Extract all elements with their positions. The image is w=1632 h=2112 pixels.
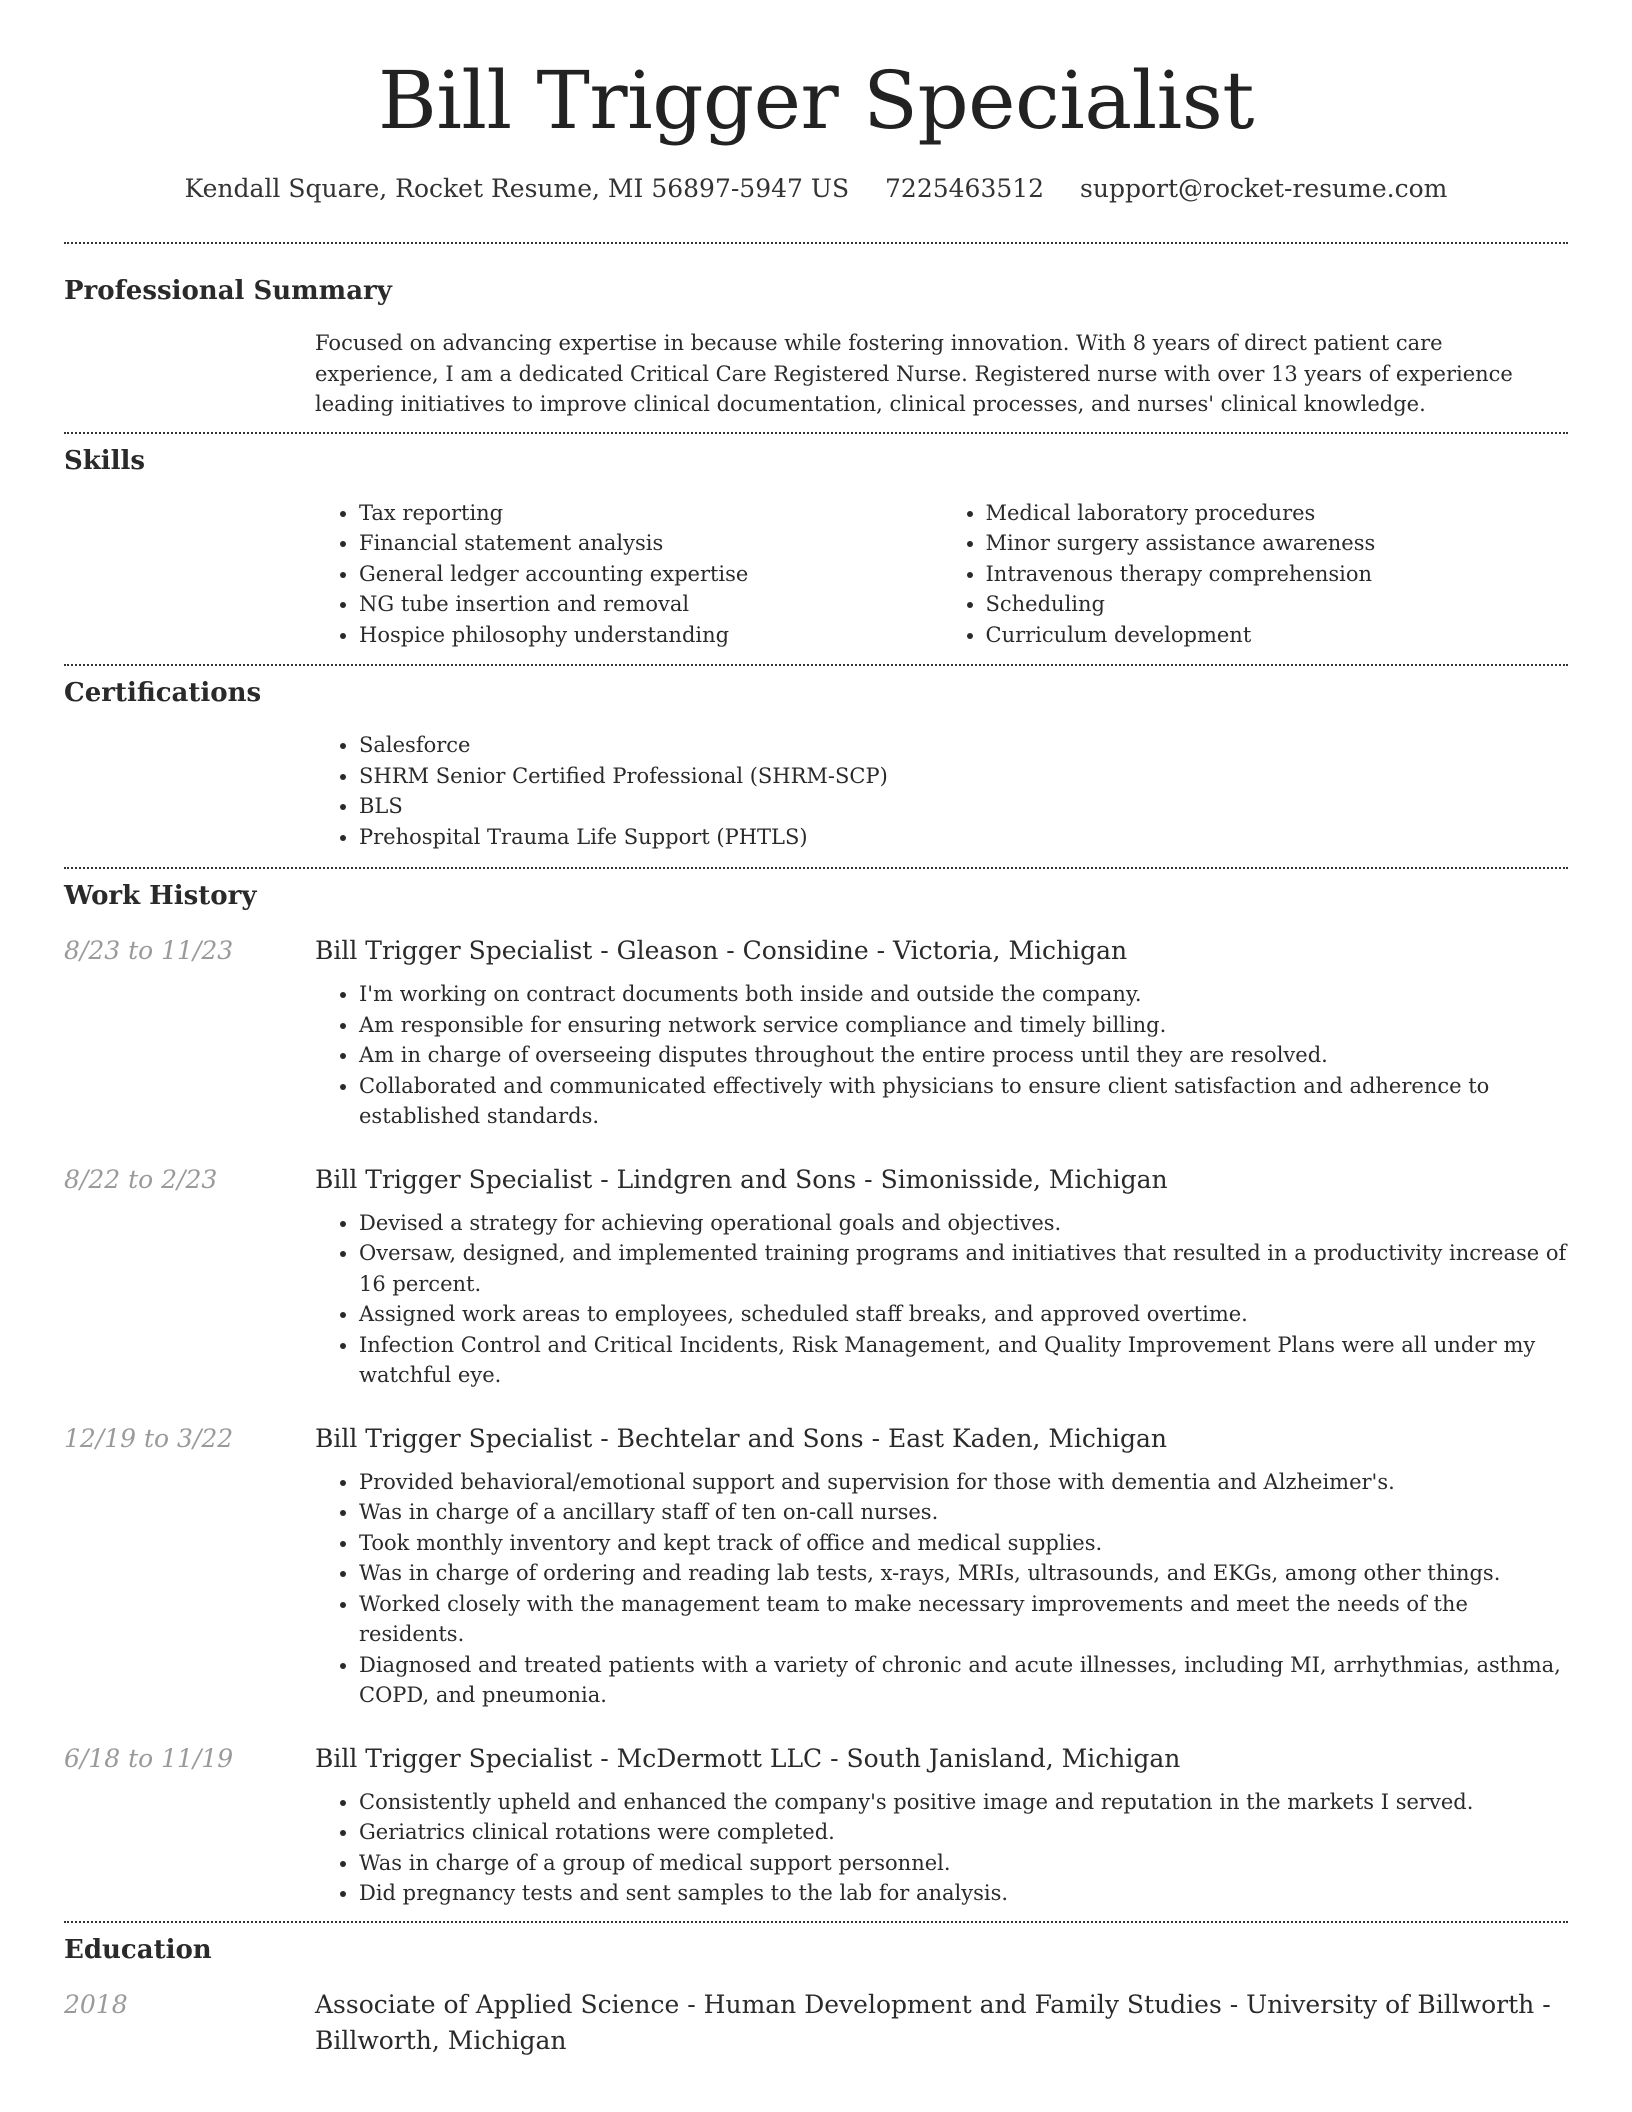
job-bullet: • Geriatrics clinical rotations were completed. bbox=[359, 1817, 1568, 1848]
skill-item: • General ledger accounting expertise bbox=[359, 559, 942, 590]
skill-item: • Tax reporting bbox=[359, 498, 942, 529]
job-bullets bbox=[315, 979, 1568, 1132]
job-bullets bbox=[315, 1787, 1568, 1909]
job-bullet: • Was in charge of a group of medical support personnel. bbox=[359, 1848, 1568, 1879]
job-bullet: • Diagnosed and treated patients with a variety of chronic and acute illnesses, including MI, arrhythmias, asthma, COPD, and pneumonia. bbox=[359, 1650, 1568, 1711]
job-bullet: • Assigned work areas to employees, scheduled staff breaks, and approved overtime. bbox=[359, 1299, 1568, 1330]
job-bullet: • I'm working on contract documents both inside and outside the company. bbox=[359, 979, 1568, 1010]
job-date: 6/18 to 11/19 bbox=[64, 1743, 234, 1773]
skill-item: • Curriculum development bbox=[986, 620, 1569, 651]
section-divider bbox=[64, 432, 1568, 434]
skill-item: • Scheduling bbox=[986, 589, 1569, 620]
job-bullet: • Collaborated and communicated effectively with physicians to ensure client satisfaction and adherence to established standards. bbox=[359, 1071, 1568, 1132]
job-entry bbox=[64, 1741, 1568, 1909]
job-entry bbox=[64, 933, 1568, 1132]
job-bullet: • Provided behavioral/emotional support and supervision for those with dementia and Alzheimer's. bbox=[359, 1467, 1568, 1498]
certification-item: • BLS bbox=[359, 791, 1568, 822]
skill-item: • Medical laboratory procedures bbox=[986, 498, 1569, 529]
skill-item: • Minor surgery assistance awareness bbox=[986, 528, 1569, 559]
job-bullet: • Worked closely with the management team to make necessary improvements and meet the needs of the residents. bbox=[359, 1589, 1568, 1650]
skills-list bbox=[315, 498, 1568, 651]
job-title: Bill Trigger Specialist - Gleason - Considine - Victoria, Michigan bbox=[315, 936, 1128, 965]
contact-address: Kendall Square, Rocket Resume, MI 56897-5947 US bbox=[184, 174, 850, 203]
job-date: 8/22 to 2/23 bbox=[64, 1164, 218, 1194]
job-title: Bill Trigger Specialist - Bechtelar and Sons - East Kaden, Michigan bbox=[315, 1423, 1168, 1453]
skills-column-right bbox=[942, 498, 1569, 651]
job-bullet: • Did pregnancy tests and sent samples to the lab for analysis. bbox=[359, 1878, 1568, 1909]
job-bullet: • Am in charge of overseeing disputes throughout the entire process until they are resolved. bbox=[359, 1040, 1568, 1071]
job-entry bbox=[64, 1421, 1568, 1711]
certifications-heading: Certifications bbox=[64, 678, 262, 708]
job-date: 12/19 to 3/22 bbox=[64, 1423, 234, 1453]
contact-email: support@rocket-resume.com bbox=[1080, 174, 1448, 203]
work-history-section bbox=[64, 879, 1568, 1909]
job-bullets bbox=[315, 1467, 1568, 1711]
certification-item: • Prehospital Trauma Life Support (PHTLS) bbox=[359, 822, 1568, 853]
job-title: Bill Trigger Specialist - McDermott LLC - South Janisland, Michigan bbox=[315, 1743, 1181, 1773]
summary-section bbox=[64, 274, 1568, 420]
skills-column-left bbox=[315, 498, 942, 651]
section-divider bbox=[64, 664, 1568, 666]
job-entry bbox=[64, 1162, 1568, 1391]
contact-phone: 7225463512 bbox=[885, 174, 1045, 203]
certification-item: • Salesforce bbox=[359, 730, 1568, 761]
job-bullet: • Consistently upheld and enhanced the company's positive image and reputation in the markets I served. bbox=[359, 1787, 1568, 1818]
skill-item: • Intravenous therapy comprehension bbox=[986, 559, 1569, 590]
summary-heading: Professional Summary bbox=[64, 276, 392, 306]
skill-item: • NG tube insertion and removal bbox=[359, 589, 942, 620]
skill-item: • Financial statement analysis bbox=[359, 528, 942, 559]
certification-item: • SHRM Senior Certified Professional (SHRM-SCP) bbox=[359, 761, 1568, 792]
education-entry bbox=[64, 1987, 1568, 2059]
job-bullet: • Am responsible for ensuring network service compliance and timely billing. bbox=[359, 1010, 1568, 1041]
job-bullet: • Infection Control and Critical Incidents, Risk Management, and Quality Improvement Plans were all under my watchful eye. bbox=[359, 1330, 1568, 1391]
skill-item: • Hospice philosophy understanding bbox=[359, 620, 942, 651]
job-title: Bill Trigger Specialist - Lindgren and Sons - Simonisside, Michigan bbox=[315, 1164, 1168, 1194]
job-bullet: • Took monthly inventory and kept track of office and medical supplies. bbox=[359, 1528, 1568, 1559]
skills-heading: Skills bbox=[64, 445, 146, 476]
section-divider bbox=[64, 242, 1568, 244]
section-divider bbox=[64, 1921, 1568, 1923]
job-bullet: • Oversaw, designed, and implemented training programs and initiatives that resulted in a productivity increase of 16 percent. bbox=[359, 1238, 1568, 1299]
contact-line bbox=[64, 172, 1568, 206]
education-section bbox=[64, 1933, 1568, 2059]
certifications-section bbox=[64, 676, 1568, 852]
job-bullet: • Was in charge of ordering and reading lab tests, x-rays, MRIs, ultrasounds, and EKGs, among other things. bbox=[359, 1558, 1568, 1589]
education-title: Associate of Applied Science - Human Development and Family Studies - University of Billworth - Billworth, Michigan bbox=[315, 1989, 1551, 2055]
certifications-list bbox=[315, 730, 1568, 852]
job-bullets bbox=[315, 1208, 1568, 1391]
summary-text: Focused on advancing expertise in because while fostering innovation. With 8 years of direct patient care experience, I am a dedicated Critical Care Registered Nurse. Registered nurse with over 13 years of experience leading initiatives to improve clinical documentation, clinical processes, and nurses' clinical knowledge. bbox=[315, 331, 1513, 416]
education-heading: Education bbox=[64, 1934, 212, 1965]
work-history-heading: Work History bbox=[64, 881, 257, 911]
skills-section bbox=[64, 444, 1568, 651]
job-bullet: • Was in charge of a ancillary staff of ten on-call nurses. bbox=[359, 1497, 1568, 1528]
job-date: 8/23 to 11/23 bbox=[64, 936, 234, 965]
job-bullet: • Devised a strategy for achieving operational goals and objectives. bbox=[359, 1208, 1568, 1239]
section-divider bbox=[64, 867, 1568, 869]
education-date: 2018 bbox=[64, 1989, 128, 2019]
candidate-name: Bill Trigger Specialist bbox=[378, 54, 1254, 147]
